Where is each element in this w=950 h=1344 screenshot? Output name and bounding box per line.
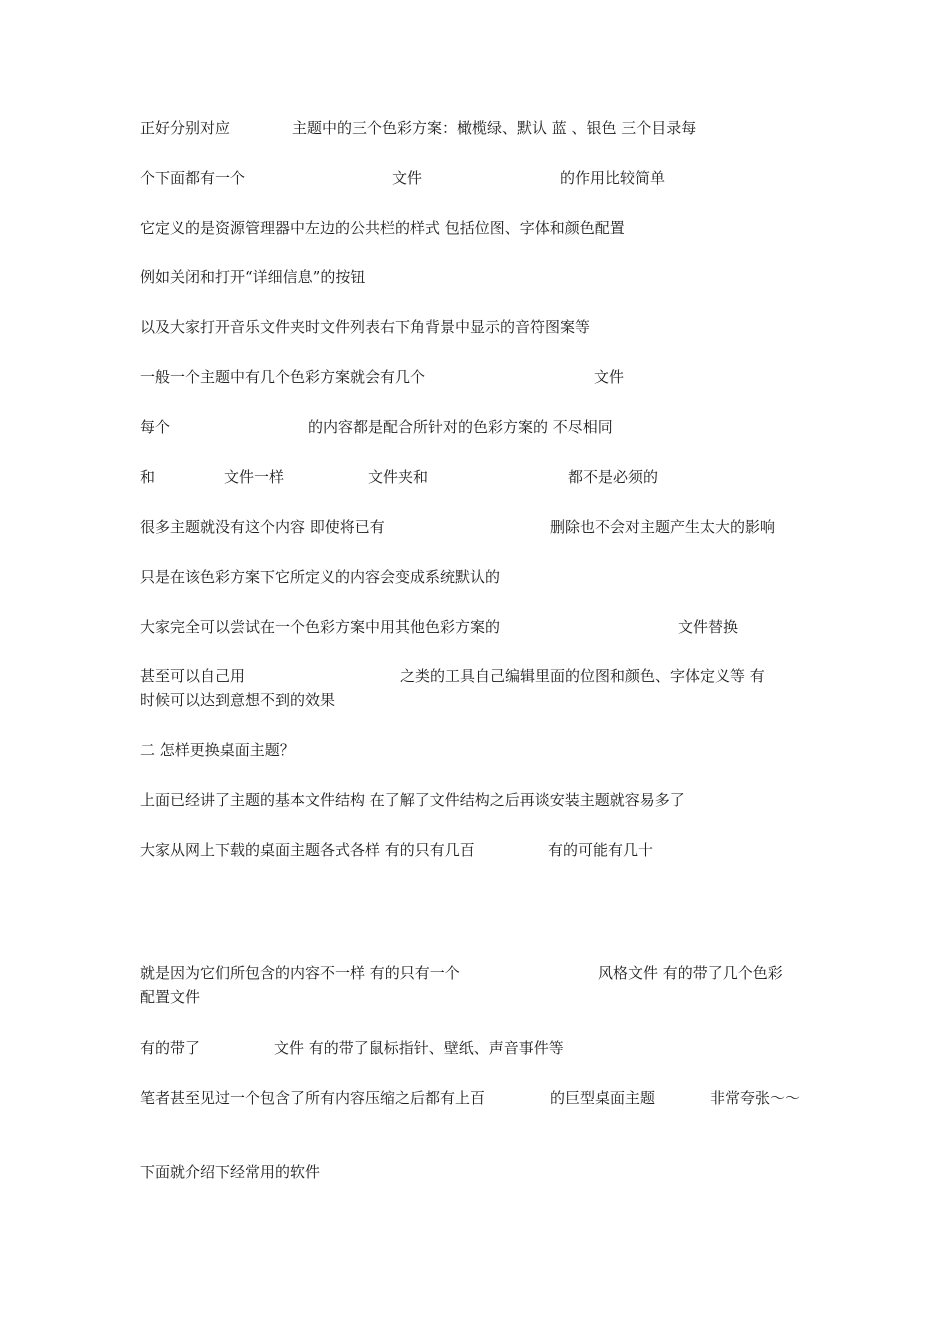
text-segment: 就是因为它们所包含的内容不一样 有的只有一个 — [140, 964, 460, 982]
text-segment: 笔者甚至见过一个包含了所有内容压缩之后都有上百 — [140, 1089, 486, 1107]
text-segment: 风格文件 有的带了几个色彩 — [598, 964, 783, 982]
text-segment: 正好分别对应 — [140, 119, 231, 137]
text-segment: 文件替换 — [678, 618, 739, 636]
text-segment: 删除也不会对主题产生太大的影响 — [550, 518, 776, 536]
text-segment: 文件 有的带了鼠标指针、壁纸、声音事件等 — [274, 1039, 564, 1057]
text-segment: 配置文件 — [140, 988, 201, 1006]
text-segment: 以及大家打开音乐文件夹时文件列表右下角背景中显示的音符图案等 — [140, 318, 591, 336]
text-segment: 时候可以达到意想不到的效果 — [140, 691, 336, 709]
text-segment: 文件 — [594, 368, 625, 386]
text-segment: 有的带了 — [140, 1039, 201, 1057]
text-segment: 的巨型桌面主题 — [550, 1089, 656, 1107]
text-segment: 甚至可以自己用 — [140, 667, 246, 685]
text-segment: 文件夹和 — [368, 468, 429, 486]
text-segment: 的内容都是配合所针对的色彩方案的 不尽相同 — [308, 418, 613, 436]
text-segment: 一般一个主题中有几个色彩方案就会有几个 — [140, 368, 426, 386]
text-segment: 都不是必须的 — [568, 468, 659, 486]
text-segment: 大家从网上下载的桌面主题各式各样 有的只有几百 — [140, 841, 475, 859]
text-segment: 文件 — [392, 169, 423, 187]
text-segment: 它定义的是资源管理器中左边的公共栏的样式 包括位图、字体和颜色配置 — [140, 219, 625, 237]
text-segment: 上面已经讲了主题的基本文件结构 在了解了文件结构之后再谈安装主题就容易多了 — [140, 791, 685, 809]
text-segment: 主题中的三个色彩方案：橄榄绿、默认 蓝 、银色 三个目录每 — [292, 119, 697, 137]
text-segment: 每个 — [140, 418, 171, 436]
text-segment: 二 怎样更换桌面主题？ — [140, 741, 295, 759]
text-segment: 很多主题就没有这个内容 即使将已有 — [140, 518, 385, 536]
text-segment: 文件一样 — [224, 468, 285, 486]
text-segment: 下面就介绍下经常用的软件 — [140, 1163, 321, 1181]
text-segment: 之类的工具自己编辑里面的位图和颜色、字体定义等 有 — [400, 667, 765, 685]
text-segment: 大家完全可以尝试在一个色彩方案中用其他色彩方案的 — [140, 618, 501, 636]
text-segment: 例如关闭和打开“详细信息”的按钮 — [140, 268, 366, 286]
text-segment: 有的可能有几十 — [548, 841, 654, 859]
text-segment: 非常夸张～～ — [710, 1089, 801, 1107]
text-segment: 个下面都有一个 — [140, 169, 246, 187]
text-segment: 只是在该色彩方案下它所定义的内容会变成系统默认的 — [140, 568, 501, 586]
text-segment: 和 — [140, 468, 156, 486]
text-segment: 的作用比较简单 — [560, 169, 666, 187]
